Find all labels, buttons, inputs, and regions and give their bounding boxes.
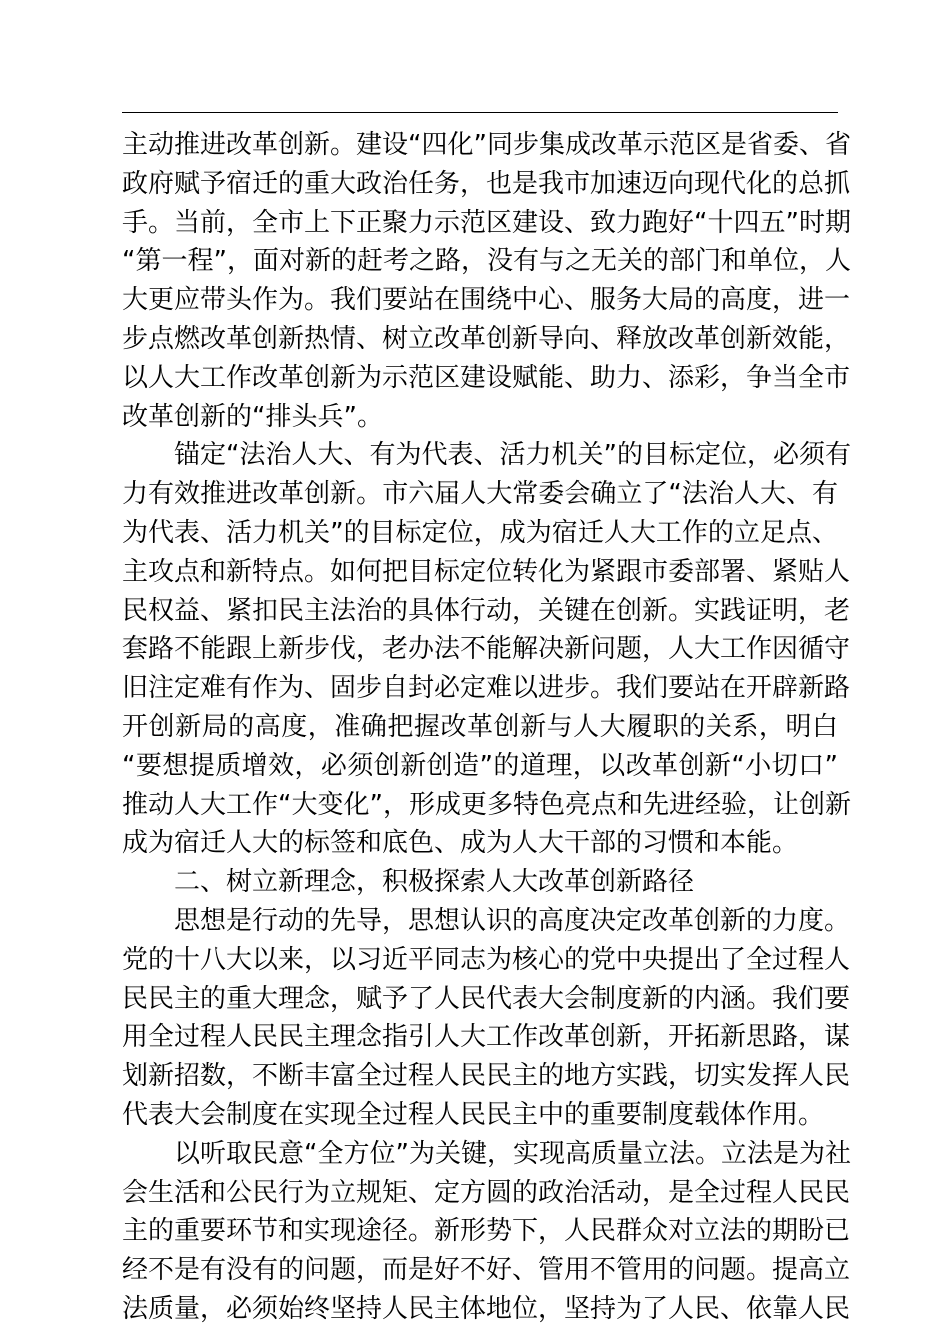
text-line: 套路不能跟上新步伐，老办法不能解决新问题，人大工作因循守 [122, 634, 851, 665]
text-line: “要想提质增效，必须创新创造”的道理，以改革创新“小切口” [122, 750, 838, 781]
body-text [122, 126, 851, 1329]
text-line: 主攻点和新特点。如何把目标定位转化为紧跟市委部署、紧贴人 [122, 556, 851, 587]
text-line: 步点燃改革创新热情、树立改革创新导向、释放改革创新效能， [122, 323, 851, 354]
text-line: 力有效推进改革创新。市六届人大常委会确立了“法治人大、有 [122, 479, 838, 510]
text-line: 划新招数，不断丰富全过程人民民主的地方实践，切实发挥人民 [122, 1061, 851, 1092]
text-line: 开创新局的高度，准确把握改革创新与人大履职的关系，明白 [122, 711, 838, 742]
text-line: 民民主的重大理念，赋予了人民代表大会制度新的内涵。我们要 [122, 983, 851, 1014]
text-line: “第一程”，面对新的赶考之路，没有与之无关的部门和单位，人 [122, 246, 851, 277]
text-line: 以听取民意“全方位”为关键，实现高质量立法。立法是为社 [174, 1138, 851, 1169]
header-rule [122, 112, 838, 113]
text-line: 推动人大工作“大变化”，形成更多特色亮点和先进经验，让创新 [122, 789, 851, 820]
text-line: 旧注定难有作为、固步自封必定难以进步。我们要站在开辟新路 [122, 673, 851, 704]
text-line: 主动推进改革创新。建设“四化”同步集成改革示范区是省委、省 [122, 130, 851, 160]
text-line: 经不是有没有的问题，而是好不好、管用不管用的问题。提高立 [122, 1255, 851, 1286]
text-line: 党的十八大以来，以习近平同志为核心的党中央提出了全过程人 [122, 944, 851, 975]
text-line: 会生活和公民行为立规矩、定方圆的政治活动，是全过程人民民 [122, 1177, 851, 1208]
text-line: 主的重要环节和实现途径。新形势下，人民群众对立法的期盼已 [122, 1216, 851, 1247]
text-line: 成为宿迁人大的标签和底色、成为人大干部的习惯和本能。 [122, 828, 799, 859]
text-line: 民权益、紧扣民主法治的具体行动，关键在创新。实践证明，老 [122, 595, 851, 626]
text-line: 二、树立新理念，积极探索人大改革创新路径 [174, 867, 695, 898]
text-line: 政府赋予宿迁的重大政治任务，也是我市加速迈向现代化的总抓 [122, 168, 851, 199]
text-line: 以人大工作改革创新为示范区建设赋能、助力、添彩，争当全市 [122, 362, 851, 393]
text-line: 思想是行动的先导，思想认识的高度决定改革创新的力度。 [174, 905, 851, 936]
text-line: 用全过程人民民主理念指引人大工作改革创新，开拓新思路，谋 [122, 1022, 851, 1053]
text-line: 改革创新的“排头兵”。 [122, 401, 383, 432]
text-line: 锚定“法治人大、有为代表、活力机关”的目标定位，必须有 [174, 440, 851, 471]
text-line: 手。当前，全市上下正聚力示范区建设、致力跑好“十四五”时期 [122, 207, 851, 238]
text-line: 法质量，必须始终坚持人民主体地位，坚持为了人民、依靠人民 [122, 1293, 851, 1324]
text-line: 大更应带头作为。我们要站在围绕中心、服务大局的高度，进一 [122, 285, 851, 316]
text-line: 为代表、活力机关”的目标定位，成为宿迁人大工作的立足点、 [122, 517, 838, 548]
text-line: 代表大会制度在实现全过程人民民主中的重要制度载体作用。 [122, 1099, 825, 1130]
